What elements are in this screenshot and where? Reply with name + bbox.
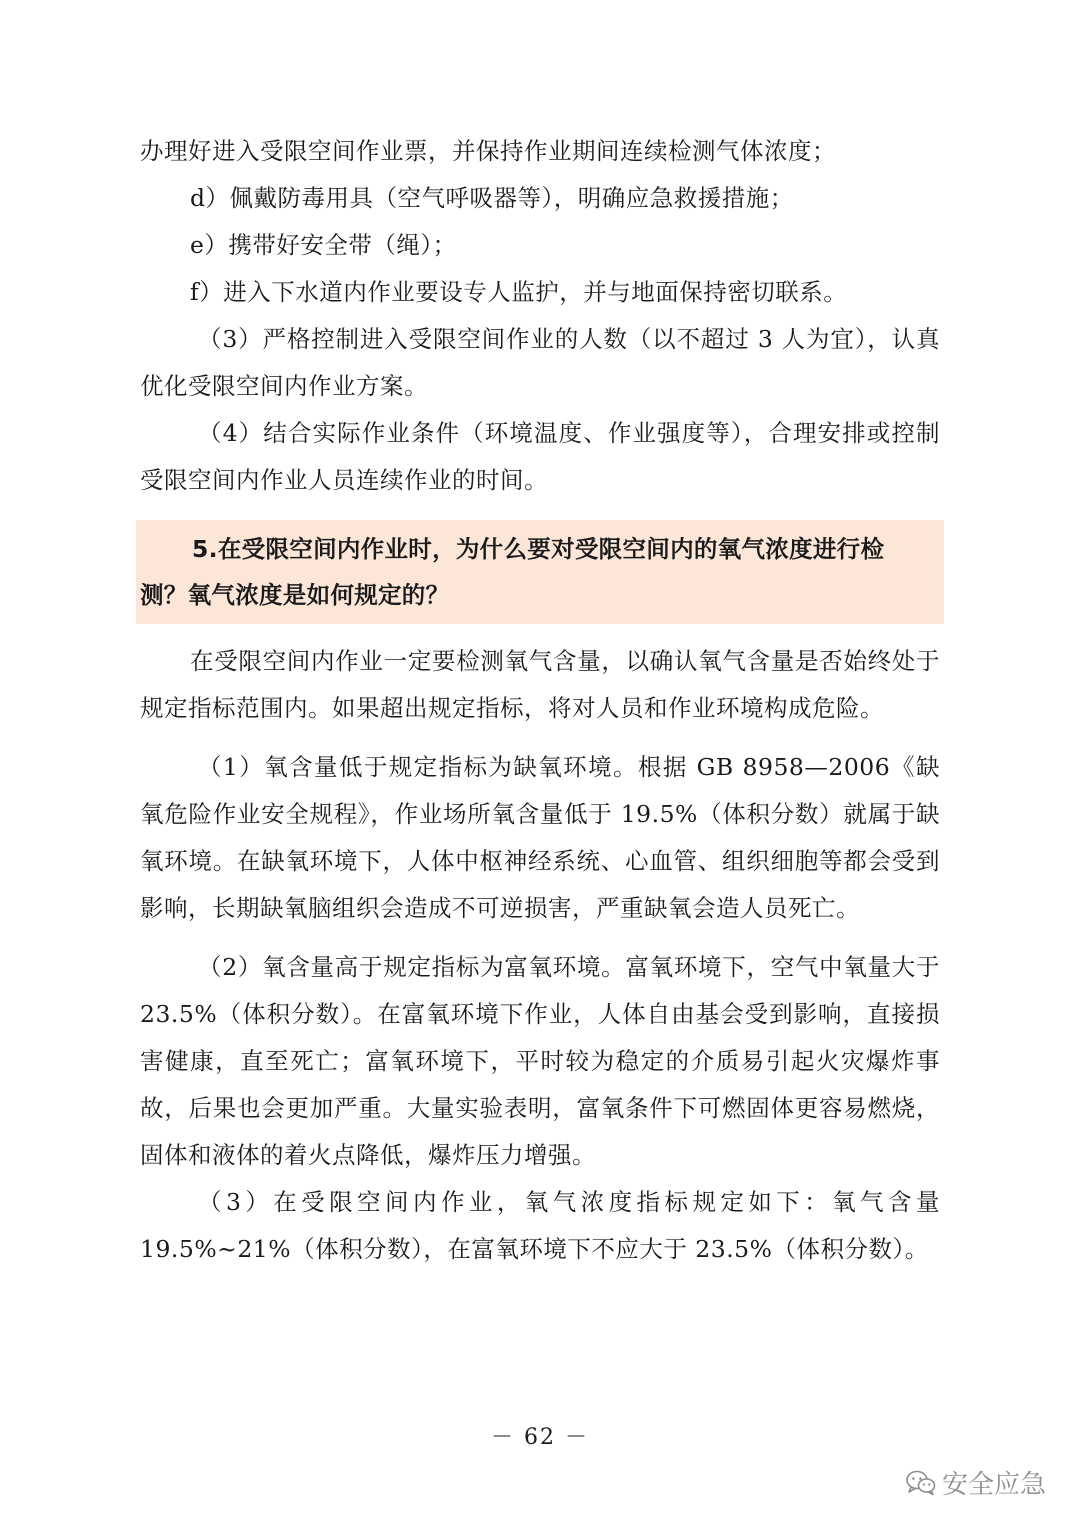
list-item-d: d）佩戴防毒用具（空气呼吸器等），明确应急救援措施； xyxy=(190,184,794,212)
page-number: － 62 － xyxy=(491,1425,589,1450)
paragraph-continuation: 办理好进入受限空间作业票，并保持作业期间连续检测气体浓度； xyxy=(140,137,836,165)
answer-point-2: （2）氧含量高于规定指标为富氧环境。富氧环境下，空气中氧量大于 23.5%（体积分数）。在富氧环境下作业，人体自由基会受到影响，直接损害健康，直至死亡；富氧环境下，平时较为稳定的介质易引起火灾爆炸事故，后果也会更加严重。大量实验表明，富氧条件下可燃固体更容易燃烧，固体和液体的着火点降低，爆炸压力增强。 xyxy=(140,953,940,1169)
paragraph-item-3: （3）严格控制进入受限空间作业的人数（以不超过 3 人为宜），认真优化受限空间内作业方案。 xyxy=(140,325,940,400)
answer-intro: 在受限空间内作业一定要检测氧气含量，以确认氧气含量是否始终处于规定指标范围内。如果超出规定指标，将对人员和作业环境构成危险。 xyxy=(140,647,940,722)
answer-point-3: （3）在受限空间内作业，氧气浓度指标规定如下：氧气含量 19.5%~21%（体积分数），在富氧环境下不应大于 23.5%（体积分数）。 xyxy=(140,1188,940,1263)
watermark-text: 安全应急 xyxy=(941,1470,1046,1500)
wechat-icon xyxy=(906,1470,936,1496)
source-watermark xyxy=(906,1464,1046,1501)
question-heading-box xyxy=(136,520,944,624)
paragraph-item-4: （4）结合实际作业条件（环境温度、作业强度等），合理安排或控制受限空间内作业人员连续作业的时间。 xyxy=(140,419,940,494)
list-item-f: f）进入下水道内作业要设专人监护，并与地面保持密切联系。 xyxy=(190,278,848,306)
answer-point-1: （1）氧含量低于规定指标为缺氧环境。根据 GB 8958—2006《缺氧危险作业安全规程》，作业场所氧含量低于 19.5%（体积分数）就属于缺氧环境。在缺氧环境下，人体中枢神经系统、心血管、组织细胞等都会受到影响，长期缺氧脑组织会造成不可逆损害，严重缺氧会造人员死亡。 xyxy=(140,753,940,922)
question-heading: 5.在受限空间内作业时，为什么要对受限空间内的氧气浓度进行检测？氧气浓度是如何规定的？ xyxy=(140,535,885,609)
document-page xyxy=(140,128,940,1273)
list-item-e: e）携带好安全带（绳）； xyxy=(190,231,457,259)
